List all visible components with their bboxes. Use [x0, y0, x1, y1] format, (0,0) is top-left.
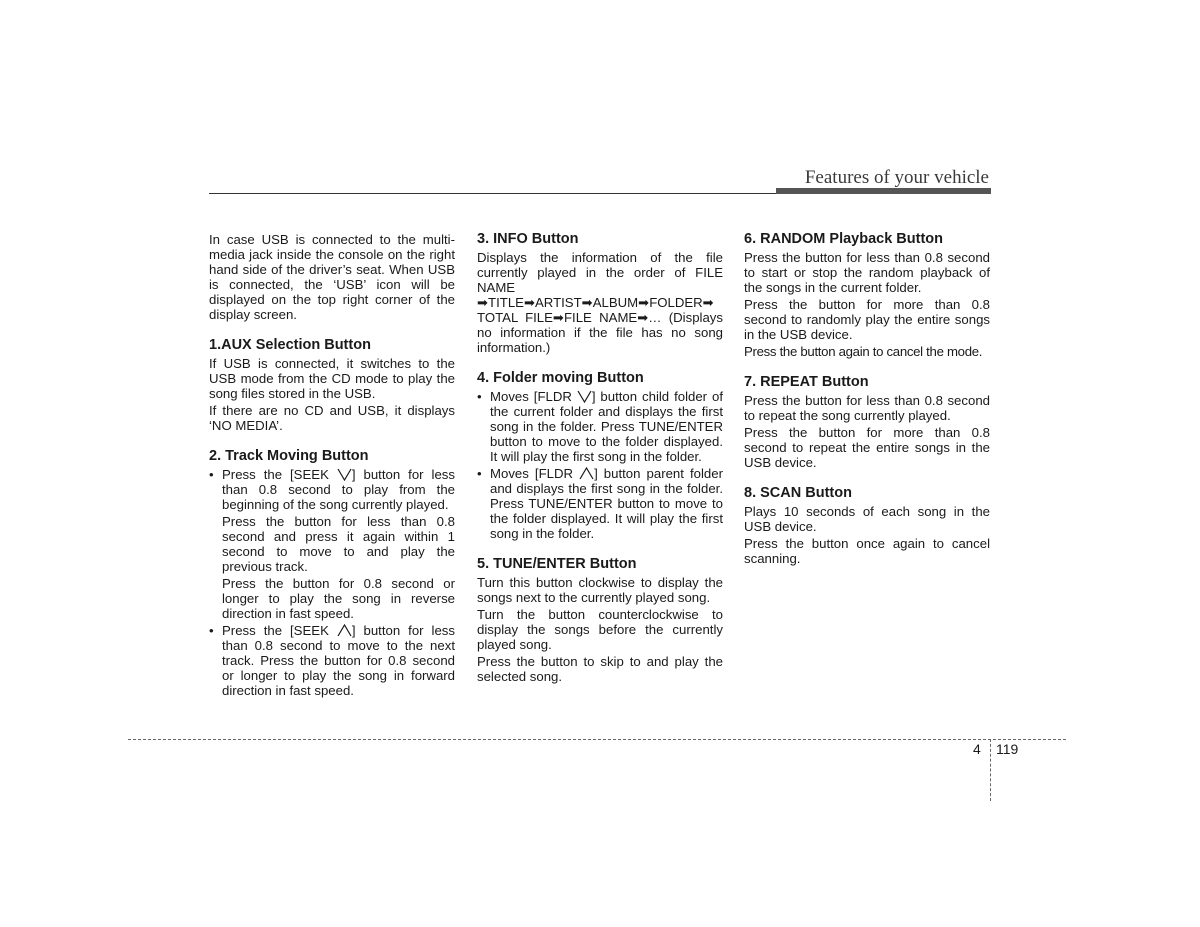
tune-paragraph-3: Press the button to skip to and play the selected song. — [477, 654, 723, 684]
folder-heading: 4. Folder moving Button — [477, 370, 644, 386]
seek-down-bullet — [209, 467, 455, 512]
bullet-text-pre: Press the [SEEK — [222, 623, 337, 638]
column-1 — [209, 232, 455, 700]
info-paragraph: Displays the information of the file currently played in the order of FILE NAME ➡TITLE➡ARTIST➡ALBUM➡FOLDER➡ TOTAL FILE➡FILE NAME➡… (Displays no information if the file has no song information.) — [477, 250, 723, 355]
seek-up-bullet — [209, 623, 455, 698]
scan-heading: 8. SCAN Button — [744, 485, 852, 501]
section-title: Features of your vehicle — [804, 167, 989, 188]
bullet-text-post: ] button for less than 0.8 second to move to the next track. Press the button for 0.8 second or longer to play the song in forward direction in fast speed. — [222, 623, 455, 698]
aux-heading: 1.AUX Selection Button — [209, 337, 371, 353]
folder-up-bullet — [477, 466, 723, 541]
footer-dashed-rule — [128, 739, 1066, 740]
header-bar — [776, 188, 991, 194]
track-heading: 2. Track Moving Button — [209, 448, 369, 464]
info-heading: 3. INFO Button — [477, 231, 579, 247]
scan-paragraph-2: Press the button once again to cancel scanning. — [744, 536, 990, 566]
header-rule — [209, 193, 776, 194]
random-heading: 6. RANDOM Playback Button — [744, 231, 943, 247]
repeat-heading: 7. REPEAT Button — [744, 374, 869, 390]
usb-intro-text: In case USB is connected to the multi-media jack inside the console on the right hand side of the driver’s seat. When USB is connected, the ‘USB’ icon will be displayed on the top right corner of the display screen. — [209, 232, 455, 322]
bullet-text-pre: Moves [FLDR — [490, 389, 577, 404]
bullet-text-post: ] button child folder of the current folder and displays the first song in the folder. Press TUNE/ENTER button to move to the folder displayed. It will play the first song in the folder. — [490, 389, 723, 464]
chapter-number: 4 — [973, 741, 981, 757]
tune-paragraph-2: Turn the button counterclockwise to display the songs before the currently played song. — [477, 607, 723, 652]
repeat-paragraph-2: Press the button for more than 0.8 second to repeat the entire songs in the USB device. — [744, 425, 990, 470]
repeat-paragraph-1: Press the button for less than 0.8 second to repeat the song currently played. — [744, 393, 990, 423]
chevron-down-icon — [577, 390, 592, 403]
bullet-text-post: ] button parent folder and displays the first song in the folder. Press TUNE/ENTER button to move to the folder displayed. It will play the first song in the folder. — [490, 466, 723, 541]
column-2 — [477, 232, 723, 686]
bullet-text-post: ] button for less than 0.8 second to play from the beginning of the song currently played. — [222, 467, 455, 512]
chevron-down-icon — [337, 468, 352, 481]
seek-down-sub-2: Press the button for 0.8 second or longer to play the song in reverse direction in fast speed. — [222, 576, 455, 621]
aux-paragraph-1: If USB is connected, it switches to the USB mode from the CD mode to play the song files stored in the USB. — [209, 356, 455, 401]
bullet-text-pre: Press the [SEEK — [222, 467, 337, 482]
bullet-text-pre: Moves [FLDR — [490, 466, 580, 481]
page-number: 119 — [996, 741, 1019, 757]
folder-down-bullet — [477, 389, 723, 464]
tune-heading: 5. TUNE/ENTER Button — [477, 556, 637, 572]
tune-paragraph-1: Turn this button clockwise to display the songs next to the currently played song. — [477, 575, 723, 605]
aux-paragraph-2: If there are no CD and USB, it displays ‘NO MEDIA’. — [209, 403, 455, 433]
footer-vertical-dashed-rule — [990, 739, 991, 801]
random-paragraph-1: Press the button for less than 0.8 second to start or stop the random playback of the songs in the current folder. — [744, 250, 990, 295]
chevron-up-icon — [579, 467, 594, 480]
random-paragraph-2: Press the button for more than 0.8 second to randomly play the entire songs in the USB device. — [744, 297, 990, 342]
chevron-up-icon — [337, 624, 352, 637]
random-paragraph-3: Press the button again to cancel the mode. — [744, 344, 983, 359]
column-3 — [744, 232, 990, 568]
seek-down-sub-1: Press the button for less than 0.8 second and press it again within 1 second to move to and play the previous track. — [222, 514, 455, 574]
scan-paragraph-1: Plays 10 seconds of each song in the USB device. — [744, 504, 990, 534]
